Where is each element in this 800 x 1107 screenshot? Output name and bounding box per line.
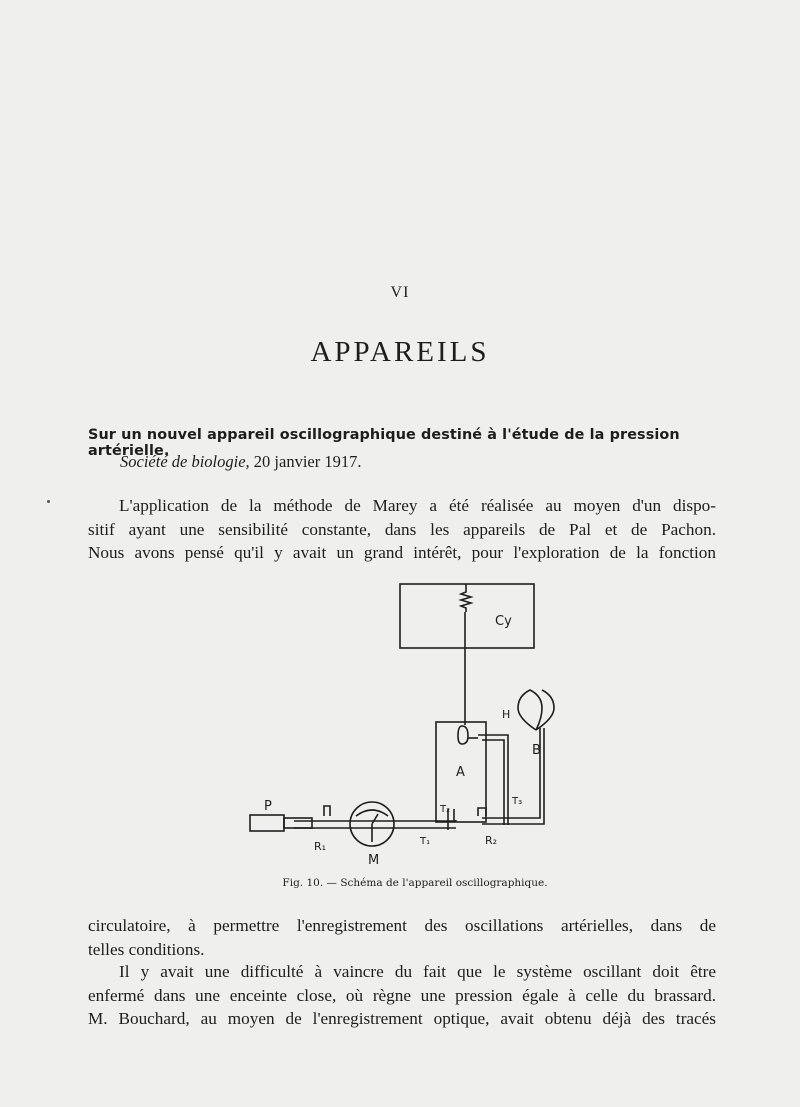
label-b: B (532, 743, 541, 758)
article-source (120, 452, 361, 472)
label-t1: T₁ (420, 836, 431, 847)
text-line: telles conditions. (88, 939, 205, 959)
text-line: Il y avait une difficulté à vaincre du fait que le système oscillant doit être (119, 962, 716, 981)
label-r2: R₂ (485, 834, 498, 847)
label-h: H (502, 708, 511, 721)
text-line: circulatoire, à permettre l'enregistrement des oscillations artérielles, dans de (88, 916, 716, 935)
text-line: Nous avons pensé qu'il y avait un grand intérêt, pour l'exploration de la fonction (88, 543, 716, 562)
capsule-h (458, 726, 468, 744)
valve-r2 (478, 808, 486, 816)
figure-caption: Fig. 10. — Schéma de l'appareil oscillographique. (282, 877, 548, 889)
label-p: P (264, 799, 272, 814)
pump-p (250, 815, 284, 831)
article-title: Sur un nouvel appareil oscillographique destiné à l'étude de la pression artérielle. (88, 427, 680, 459)
spring (461, 584, 471, 612)
label-m: M (368, 853, 380, 868)
label-a: A (456, 765, 465, 780)
paragraph-continued (88, 914, 716, 961)
label-r1: R₁ (314, 840, 327, 853)
chapter-title: APPAREILS (310, 336, 490, 368)
text-line: M. Bouchard, au moyen de l'enregistrement optique, avait obtenu déjà des tracés (88, 1009, 716, 1028)
text-line: enfermé dans une enceinte close, où règne une pression égale à celle du brassard. (88, 985, 716, 1005)
text-line: sitif ayant une sensibilité constante, dans les appareils de Pal et de Pachon. (88, 519, 716, 539)
label-t2: T₂ (440, 804, 451, 815)
cylinder-box (400, 584, 534, 648)
source-date: 20 janvier 1917. (253, 452, 362, 471)
label-cy: Cy (495, 614, 512, 629)
valve-r1 (324, 806, 330, 816)
apparatus-diagram (240, 580, 560, 880)
source-journal: Société de biologie, (120, 452, 250, 471)
margin-mark (47, 500, 50, 503)
chapter-number: VI (390, 284, 410, 301)
paragraph-difficulty (88, 960, 716, 1031)
paragraph-intro (88, 494, 716, 565)
bulb-b (518, 690, 542, 730)
label-t3: T₃ (512, 796, 523, 807)
text-line: L'application de la méthode de Marey a été réalisée au moyen d'un dispo- (119, 496, 716, 515)
